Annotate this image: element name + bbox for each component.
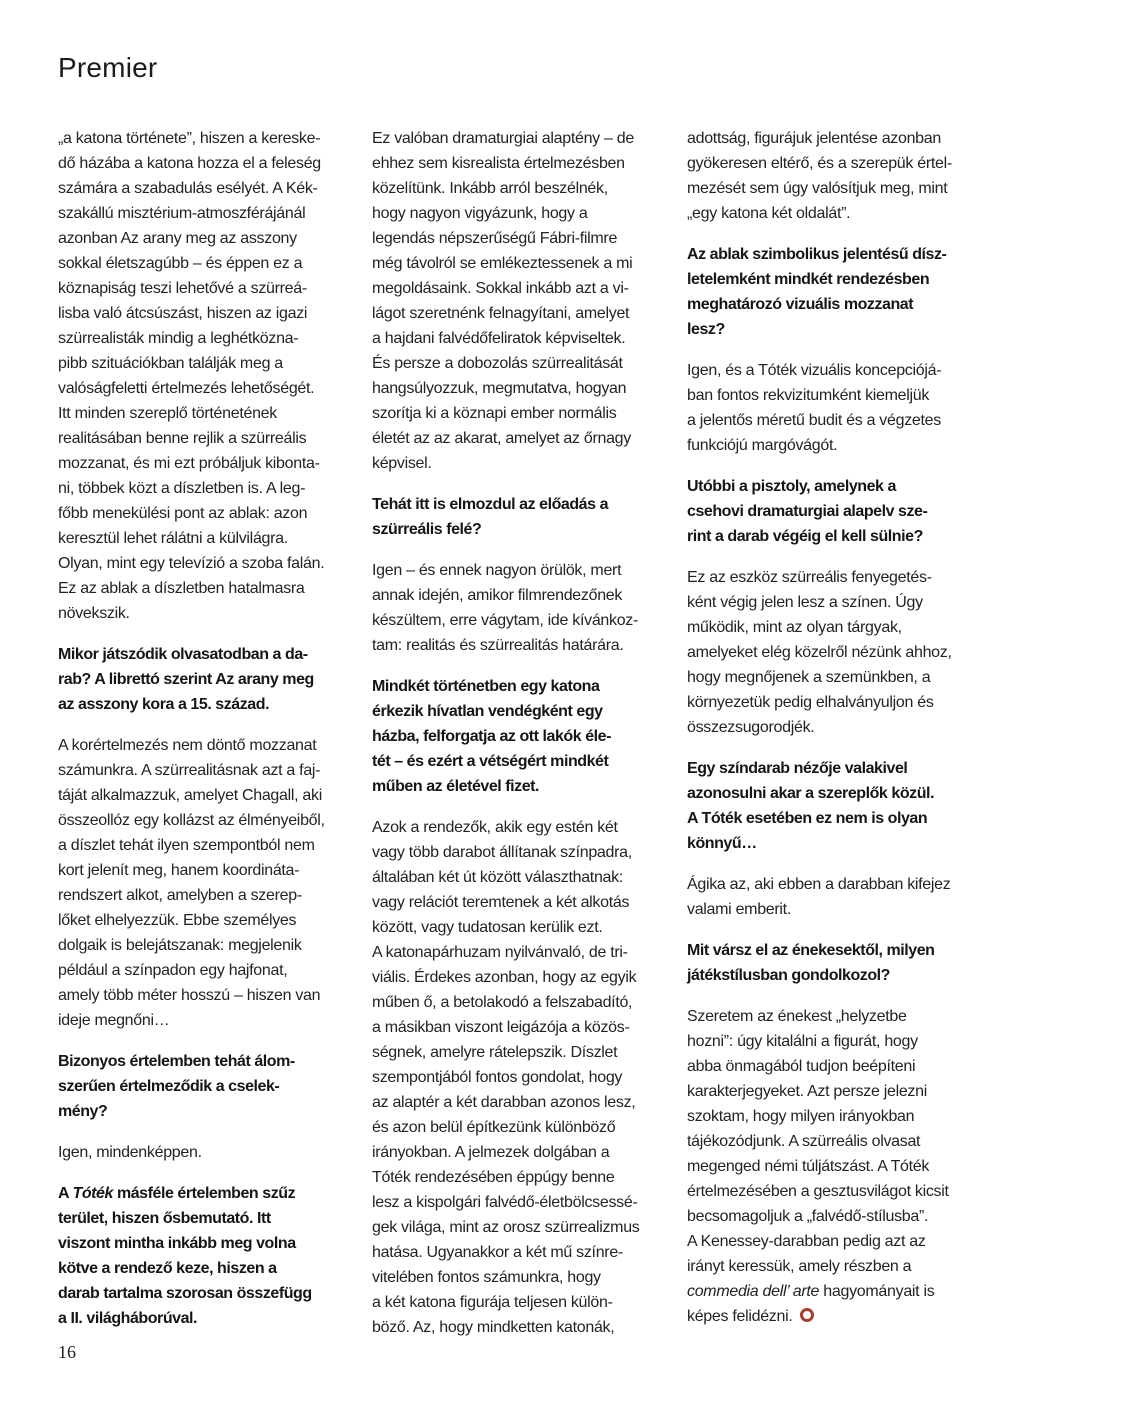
text-line: ehhez sem kisrealista értelmezésben: [372, 155, 625, 172]
text-line: dő házába a katona hozza el a feleség: [58, 155, 321, 172]
text-line: csehovi dramaturgiai alapelv sze-: [687, 503, 928, 520]
text-segment: hagyományait is: [819, 1283, 935, 1300]
text-line: szürrealisták mindig a leghétközna-: [58, 330, 299, 347]
text-line: Mikor játszódik olvasatodban a da-: [58, 646, 308, 663]
italic-text: commedia dell’ arte: [687, 1283, 820, 1300]
text-line: a két katona figurája teljesen külön-: [372, 1294, 613, 1311]
page-number: 16: [58, 1342, 76, 1362]
text-line: ideje megnőni…: [58, 1012, 170, 1029]
interview-answer: [58, 126, 352, 626]
text-line: [687, 1304, 981, 1329]
text-line: Azok a rendezők, akik egy estén két: [372, 819, 618, 836]
text-line: letelemként mindkét rendezésben: [687, 271, 930, 288]
text-line: pibb szituációkban találják meg a: [58, 355, 283, 372]
text-line: Tehát itt is elmozdul az előadás a: [372, 496, 609, 513]
text-line: szakállú misztérium-atmoszférájánál: [58, 205, 306, 222]
text-line: Utóbbi a pisztoly, amelynek a: [687, 478, 896, 495]
text-line: viális. Érdekes azonban, hogy az egyik: [372, 969, 637, 986]
text-line: érkezik hívatlan vendégként egy: [372, 703, 603, 720]
text-line: a II. világháborúval.: [58, 1310, 198, 1327]
text-line: realitásában benne rejlik a szürreális: [58, 430, 307, 447]
end-of-article-mark-icon: [800, 1308, 814, 1322]
text-line: Ez valóban dramaturgiai alaptény – de: [372, 130, 634, 147]
text-line: vagy több darabot állítanak színpadra,: [372, 844, 632, 861]
interview-answer: [687, 126, 981, 226]
interview-answer: [687, 565, 981, 740]
text-line: legendás népszerűségű Fábri-filmre: [372, 230, 618, 247]
text-line: a hajdani falvédőfeliratok képviseltek.: [372, 330, 626, 347]
text-line: abba önmagából tudjon beépíteni: [687, 1058, 916, 1075]
text-line: még távolról se emlékeztessenek a mi: [372, 255, 633, 272]
text-column-1: [58, 126, 352, 1331]
text-line: műben az életével fizet.: [372, 778, 540, 795]
text-line: hogy megnőjenek a szemünkben, a: [687, 669, 931, 686]
interview-question: [58, 1181, 352, 1331]
text-line: valóságfeletti értelmezés lehetőségét.: [58, 380, 315, 397]
text-line: a díszlet tehát ilyen szempontból nem: [58, 837, 315, 854]
interview-question: [687, 242, 981, 342]
text-line: Ágika az, aki ebben a darabban kifejez: [687, 876, 951, 893]
interview-answer: [58, 1140, 352, 1165]
text-line: Ez az eszköz szürreális fenyegetés-: [687, 569, 932, 586]
text-line: szempontjából fontos gondolat, hogy: [372, 1069, 623, 1086]
text-line: Egy színdarab nézője valakivel: [687, 760, 908, 777]
text-line: táját alkalmazzuk, amelyet Chagall, aki: [58, 787, 322, 804]
text-line: amelyeket elég közelről nézünk ahhoz,: [687, 644, 952, 661]
text-line: tam: realitás és szürrealitás határára.: [372, 637, 624, 654]
text-line: a másikban viszont leigázója a közös-: [372, 1019, 630, 1036]
text-line: készültem, erre vágytam, ide kívánkoz-: [372, 612, 639, 629]
text-line: Olyan, mint egy televízió a szoba falán.: [58, 555, 325, 572]
text-line: szürreális felé?: [372, 521, 482, 538]
text-line: Ez az ablak a díszletben hatalmasra: [58, 580, 305, 597]
interview-answer: [687, 1004, 981, 1329]
text-line: számára a szabadulás esélyét. A Kék-: [58, 180, 318, 197]
text-line: az alaptér a két darabban azonos lesz,: [372, 1094, 636, 1111]
text-line: becsomagoljuk a „falvédő-stílusba”.: [687, 1208, 929, 1225]
text-line: A korértelmezés nem döntő mozzanat: [58, 737, 317, 754]
text-line: keresztül lehet rálátni a külvilágra.: [58, 530, 288, 547]
text-line: köznapiság teszi lehetővé a szürreá-: [58, 280, 307, 297]
interview-question: [372, 492, 666, 542]
text-line: életét az az akarat, amelyet az őrnagy: [372, 430, 631, 447]
text-line: mény?: [58, 1103, 108, 1120]
text-line: Bizonyos értelemben tehát álom-: [58, 1053, 295, 1070]
interview-question: [58, 642, 352, 717]
text-column-3: [687, 126, 981, 1329]
interview-question: [687, 474, 981, 549]
text-line: annak idején, amikor filmrendezőnek: [372, 587, 623, 604]
text-line: könnyű…: [687, 835, 757, 852]
text-segment: másféle értelemben szűz: [112, 1185, 296, 1202]
interview-answer: [687, 358, 981, 458]
text-line: az asszony kora a 15. század.: [58, 696, 270, 713]
text-line: azonosulni akar a szereplők közül.: [687, 785, 935, 802]
text-line: ként végig jelen lesz a színen. Úgy: [687, 594, 923, 611]
text-line: [687, 1279, 981, 1304]
text-line: megoldásaink. Sokkal inkább azt a vi-: [372, 280, 629, 297]
text-line: „a katona története”, hiszen a kereske-: [58, 130, 321, 147]
interview-question: [687, 938, 981, 988]
text-line: funkciójú margóvágót.: [687, 437, 838, 454]
text-segment: A: [58, 1185, 73, 1202]
text-line: Az ablak szimbolikus jelentésű dísz-: [687, 246, 947, 263]
text-line: És persze a dobozolás szürrealitását: [372, 355, 623, 372]
text-line: lisba való átcsúszást, hiszen az igazi: [58, 305, 308, 322]
text-line: között, vagy tudatosan kerülik ezt.: [372, 919, 603, 936]
text-line: környezetük pedig elhalványuljon és: [687, 694, 934, 711]
text-line: sokkal életszagúbb – és éppen ez a: [58, 255, 303, 272]
text-line: Mit vársz el az énekesektől, milyen: [687, 942, 935, 959]
text-line: rint a darab végéig el kell sülnie?: [687, 528, 923, 545]
text-line: hangsúlyozzuk, megmutatva, hogyan: [372, 380, 627, 397]
page-title: Premier: [58, 52, 158, 83]
interview-answer: [687, 872, 981, 922]
text-line: szerűen értelmeződik a cselek-: [58, 1078, 280, 1095]
text-line: irányt keressük, amely részben a: [687, 1258, 912, 1275]
text-line: irányokban. A jelmezek dolgában a: [372, 1144, 610, 1161]
interview-answer: [372, 558, 666, 658]
text-line: viszont mintha inkább meg volna: [58, 1235, 296, 1252]
text-line: meghatározó vizuális mozzanat: [687, 296, 914, 313]
text-line: lőket elhelyezzük. Ebbe személyes: [58, 912, 297, 929]
text-line: műben ő, a betolakodó a felszabadító,: [372, 994, 633, 1011]
text-line: Igen, és a Tóték vizuális koncepciójá-: [687, 362, 942, 379]
text-line: amely több méter hosszú – hiszen van: [58, 987, 321, 1004]
text-line: értelmezésében a gesztusvilágot kicsit: [687, 1183, 949, 1200]
text-line: házba, felforgatja az ott lakók éle-: [372, 728, 611, 745]
text-line: „egy katona két oldalát”.: [687, 205, 851, 222]
text-line: működik, mint az olyan tárgyak,: [687, 619, 902, 636]
text-line: böző. Az, hogy mindketten katonák,: [372, 1319, 615, 1336]
text-line: hozni”: úgy kitalálni a figurát, hogy: [687, 1033, 918, 1050]
text-line: Mindkét történetben egy katona: [372, 678, 600, 695]
text-line: összeollóz egy kollázst az élményeiből,: [58, 812, 325, 829]
text-line: kötve a rendező keze, hiszen a: [58, 1260, 277, 1277]
italic-text: Tóték: [72, 1185, 113, 1202]
text-line: növekszik.: [58, 605, 130, 622]
text-line: kort jelenít meg, hanem koordináta-: [58, 862, 300, 879]
text-line: és azon belül építkezünk különböző: [372, 1119, 616, 1136]
text-line: A Kenessey-darabban pedig azt az: [687, 1233, 926, 1250]
text-line: képvisel.: [372, 455, 432, 472]
text-line: terület, hiszen ősbemutató. Itt: [58, 1210, 271, 1227]
text-line: valami emberit.: [687, 901, 791, 918]
text-line: számunkra. A szürrealitásnak azt a faj-: [58, 762, 321, 779]
text-line: hogy nagyon vigyázunk, hogy a: [372, 205, 588, 222]
text-line: ban fontos rekvizitumként kiemeljük: [687, 387, 930, 404]
text-line: a jelentős méretű budit és a végzetes: [687, 412, 941, 429]
text-line: általában két út között választhatnak:: [372, 869, 623, 886]
text-line: lesz a kispolgári falvédő-életbölcsessé-: [372, 1194, 638, 1211]
text-line: például a színpadon egy hajfonat,: [58, 962, 288, 979]
text-line: szoktam, hogy milyen irányokban: [687, 1108, 915, 1125]
text-column-2: [372, 126, 666, 1340]
text-line: rab? A librettó szerint Az arany meg: [58, 671, 314, 688]
interview-answer: [372, 815, 666, 1340]
text-line: szorítja ki a köznapi ember normális: [372, 405, 617, 422]
text-line: összezsugorodjék.: [687, 719, 815, 736]
text-line: közelítünk. Inkább arról beszélnék,: [372, 180, 608, 197]
text-line: főbb menekülési pont az ablak: azon: [58, 505, 308, 522]
interview-question: [687, 756, 981, 856]
text-line: adottság, figurájuk jelentése azonban: [687, 130, 941, 147]
text-line: megenged némi túljátszást. A Tóték: [687, 1158, 930, 1175]
text-line: mezését sem úgy valósítjuk meg, mint: [687, 180, 948, 197]
text-line: mozzanat, és mi ezt próbáljuk kibonta-: [58, 455, 320, 472]
text-line: Igen – és ennek nagyon örülök, mert: [372, 562, 622, 579]
text-line: Tóték rendezésében éppúgy benne: [372, 1169, 615, 1186]
text-line: A Tóték esetében ez nem is olyan: [687, 810, 928, 827]
text-line: ségnek, amelyre rátelepszik. Díszlet: [372, 1044, 618, 1061]
text-line: lágot szeretnénk felnagyítani, amelyet: [372, 305, 630, 322]
text-line: tájékozódjunk. A szürreális olvasat: [687, 1133, 921, 1150]
text-line: gyökeresen eltérő, és a szerepük értel-: [687, 155, 952, 172]
text-line: A katonapárhuzam nyilvánvaló, de tri-: [372, 944, 628, 961]
text-line: darab tartalma szorosan összefügg: [58, 1285, 312, 1302]
text-segment: képes felidézni.: [687, 1308, 797, 1325]
interview-answer: [372, 126, 666, 476]
text-line: gek világa, mint az orosz szürrealizmus: [372, 1219, 640, 1236]
text-line: vitelében fontos számunkra, hogy: [372, 1269, 601, 1286]
text-line: ni, többek közt a díszletben is. A leg-: [58, 480, 306, 497]
text-line: azonban Az arany meg az asszony: [58, 230, 297, 247]
interview-question: [58, 1049, 352, 1124]
text-line: játékstílusban gondolkozol?: [687, 967, 890, 984]
text-line: karakterjegyeket. Azt persze jelezni: [687, 1083, 927, 1100]
interview-question: [372, 674, 666, 799]
text-line: dolgaik is belejátszanak: megjelenik: [58, 937, 302, 954]
text-line: Itt minden szereplő történetének: [58, 405, 277, 422]
text-line: tét – és ezért a vétségért mindkét: [372, 753, 609, 770]
text-line: hatása. Ugyanakkor a két mű színre-: [372, 1244, 623, 1261]
text-line: [58, 1181, 352, 1206]
interview-answer: [58, 733, 352, 1033]
text-line: vagy relációt teremtenek a két alkotás: [372, 894, 630, 911]
text-line: rendszert alkot, amelyben a szerep-: [58, 887, 302, 904]
text-line: lesz?: [687, 321, 725, 338]
text-line: Szeretem az énekest „helyzetbe: [687, 1008, 907, 1025]
text-line: Igen, mindenképpen.: [58, 1144, 202, 1161]
